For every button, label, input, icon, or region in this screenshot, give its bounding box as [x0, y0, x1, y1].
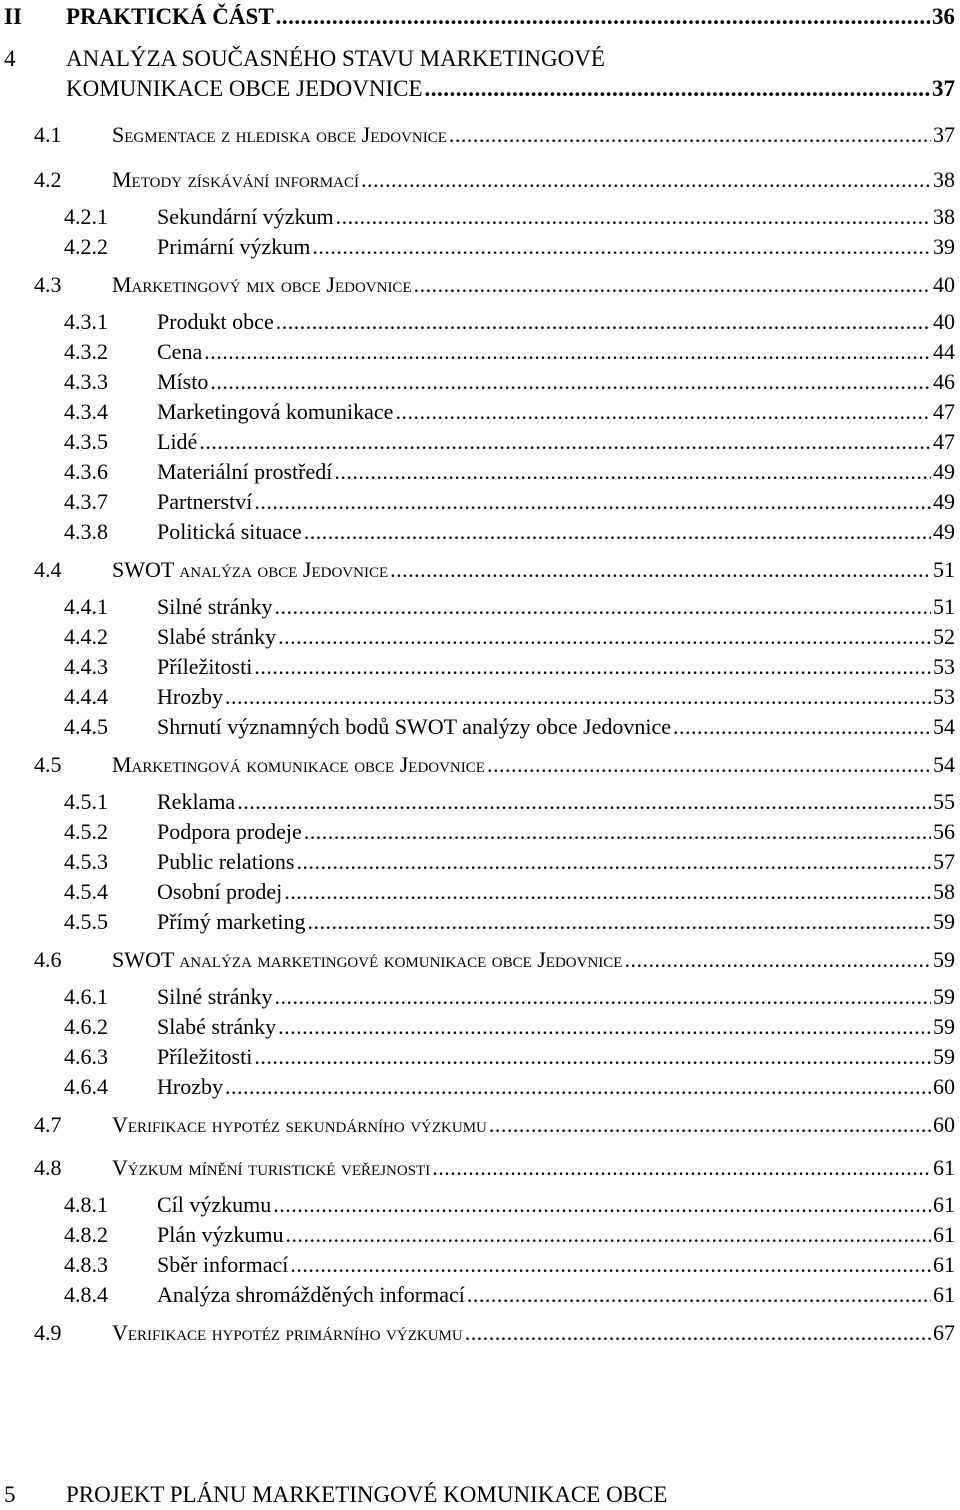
toc-entry[interactable] — [0, 232, 960, 262]
toc-entry[interactable] — [0, 1110, 960, 1140]
toc-entry-page: 53 — [933, 654, 955, 679]
dot-leader — [487, 750, 931, 780]
toc-entry-title: Produkt obce — [157, 309, 274, 334]
toc-entry-title: Partnerství — [157, 489, 253, 514]
toc-entry[interactable] — [0, 367, 960, 397]
toc-entry-number: 4.3.5 — [64, 429, 108, 454]
toc-entry-number: 4.5.5 — [64, 909, 108, 934]
toc-entry-title: Slabé stránky — [157, 1014, 277, 1039]
dot-leader — [254, 1042, 931, 1072]
toc-entry-number: 4.6 — [34, 947, 62, 972]
dot-leader — [361, 165, 931, 195]
toc-entry[interactable] — [0, 817, 960, 847]
toc-entry-number: 4.5.4 — [64, 879, 108, 904]
dot-leader — [273, 1190, 931, 1220]
dot-leader — [465, 1318, 931, 1348]
toc-entry-page: 49 — [933, 459, 955, 484]
dot-leader — [254, 652, 931, 682]
toc-entry[interactable] — [0, 427, 960, 457]
dot-leader — [275, 982, 932, 1012]
dot-leader — [278, 1012, 931, 1042]
dot-leader — [304, 517, 931, 547]
toc-entry-number: 4.6.3 — [64, 1044, 108, 1069]
toc-entry-number: 4.4.1 — [64, 594, 108, 619]
toc-entry-number: 4.7 — [34, 1112, 62, 1137]
toc-entry-title: Materiální prostředí — [157, 459, 333, 484]
toc-entry-page: 51 — [933, 557, 955, 582]
dot-leader — [276, 2, 930, 32]
toc-entry-number: 4.5 — [34, 752, 62, 777]
dot-leader — [296, 847, 931, 877]
dot-leader — [489, 1110, 931, 1140]
toc-entry[interactable] — [0, 1480, 960, 1510]
toc-entry[interactable] — [0, 337, 960, 367]
toc-entry-title: Segmentace z hlediska obce Jedovnice — [112, 122, 447, 147]
toc-entry-number: 4.4.4 — [64, 684, 108, 709]
dot-leader — [286, 1220, 932, 1250]
toc-entry[interactable] — [0, 982, 960, 1012]
toc-entry-number: 4.3 — [34, 272, 62, 297]
dot-leader — [276, 307, 931, 337]
toc-entry-page: 59 — [933, 1014, 955, 1039]
toc-entry-page: 57 — [933, 849, 955, 874]
toc-entry-number: 4.3.4 — [64, 399, 108, 424]
toc-entry-page: 59 — [933, 984, 955, 1009]
toc-entry-title: PROJEKT PLÁNU MARKETINGOVÉ KOMUNIKACE OBCE — [66, 1482, 668, 1507]
toc-entry-number: 4.4.3 — [64, 654, 108, 679]
toc-entry-page: 67 — [933, 1320, 955, 1345]
toc-entry-title: Marketingová komunikace — [157, 399, 394, 424]
toc-entry-page: 38 — [933, 204, 955, 229]
toc-entry-number: 4.5.3 — [64, 849, 108, 874]
toc-entry-number: 4.5.2 — [64, 819, 108, 844]
toc-entry-page: 59 — [933, 909, 955, 934]
toc-entry-page: 59 — [933, 1044, 955, 1069]
toc-entry-number: 4.8.3 — [64, 1252, 108, 1277]
toc-entry-number: 4.8.4 — [64, 1282, 108, 1307]
toc-entry[interactable] — [0, 592, 960, 622]
toc-entry-page: 49 — [933, 489, 955, 514]
toc-entry-page: 51 — [933, 594, 955, 619]
toc-entry-title: Slabé stránky — [157, 624, 277, 649]
toc-entry[interactable] — [0, 307, 960, 337]
toc-entry-title: Silné stránky — [157, 984, 273, 1009]
toc-entry-page: 39 — [933, 234, 955, 259]
dot-leader — [414, 270, 931, 300]
toc-entry-page: 37 — [932, 76, 955, 101]
toc-entry-page: 59 — [933, 947, 955, 972]
toc-entry-page: 61 — [933, 1282, 955, 1307]
toc-entry-number: II — [4, 4, 22, 29]
toc-entry-title: Verifikace hypotéz primárního výzkumu — [112, 1320, 463, 1345]
toc-entry[interactable] — [0, 270, 960, 300]
toc-entry[interactable] — [0, 1072, 960, 1102]
toc-entry-page: 52 — [933, 624, 955, 649]
toc-entry[interactable] — [0, 907, 960, 937]
dot-leader — [290, 1250, 931, 1280]
toc-entry-title: PRAKTICKÁ ČÁST — [66, 4, 274, 29]
toc-entry[interactable] — [0, 1220, 960, 1250]
toc-entry[interactable] — [0, 1012, 960, 1042]
dot-leader — [336, 202, 931, 232]
toc-entry[interactable] — [0, 165, 960, 195]
toc-entry-number: 4.2.2 — [64, 234, 108, 259]
toc-entry-title: SWOT analýza marketingové komunikace obce Jedovnice — [112, 947, 623, 972]
toc-entry-number: 5 — [4, 1482, 16, 1507]
toc-entry-page: 61 — [933, 1155, 955, 1180]
toc-entry-number: 4.4 — [34, 557, 62, 582]
dot-leader — [278, 622, 931, 652]
toc-entry-page: 55 — [933, 789, 955, 814]
toc-entry[interactable] — [0, 622, 960, 652]
toc-entry-title: Cíl výzkumu — [157, 1192, 272, 1217]
toc-entry[interactable] — [0, 750, 960, 780]
toc-entry[interactable] — [0, 1042, 960, 1072]
toc-entry-number: 4 — [4, 46, 16, 71]
toc-entry-number: 4.3.7 — [64, 489, 108, 514]
toc-entry-number: 4.8 — [34, 1155, 62, 1180]
toc-entry[interactable] — [0, 945, 960, 975]
dot-leader — [225, 1072, 931, 1102]
toc-entry-title-line1: ANALÝZA SOUČASNÉHO STAVU MARKETINGOVÉ — [66, 46, 605, 71]
toc-entry-page: 58 — [933, 879, 955, 904]
dot-leader — [624, 945, 931, 975]
dot-leader — [204, 337, 931, 367]
toc-entry-number: 4.2.1 — [64, 204, 108, 229]
toc-entry-title: Reklama — [157, 789, 236, 814]
toc-entry-page: 46 — [933, 369, 955, 394]
toc-entry-number: 4.4.2 — [64, 624, 108, 649]
toc-entry[interactable] — [0, 1153, 960, 1183]
dot-leader — [673, 712, 931, 742]
toc-entry-page: 37 — [933, 122, 955, 147]
toc-entry[interactable] — [0, 877, 960, 907]
dot-leader — [210, 367, 931, 397]
toc-entry[interactable] — [0, 652, 960, 682]
toc-entry[interactable] — [0, 787, 960, 817]
toc-entry-title: Podpora prodeje — [157, 819, 302, 844]
toc-entry-page: 56 — [933, 819, 955, 844]
toc-entry-page: 61 — [933, 1252, 955, 1277]
toc-entry-title: Sekundární výzkum — [157, 204, 334, 229]
toc-entry-page: 61 — [933, 1222, 955, 1247]
toc-entry-page: 61 — [933, 1192, 955, 1217]
toc-entry-title: Cena — [157, 339, 203, 364]
dot-leader — [312, 232, 931, 262]
toc-entry-title: Lidé — [157, 429, 198, 454]
dot-leader — [467, 1280, 931, 1310]
toc-entry-title: Sběr informací — [157, 1252, 289, 1277]
toc-entry-title: KOMUNIKACE OBCE JEDOVNICE — [66, 76, 423, 101]
toc-entry-title: Silné stránky — [157, 594, 273, 619]
toc-entry-number: 4.6.4 — [64, 1074, 108, 1099]
toc-entry-title: Hrozby — [157, 684, 223, 709]
toc-entry-title: Přímý marketing — [157, 909, 306, 934]
toc-entry-page: 44 — [933, 339, 955, 364]
toc-entry-page: 47 — [933, 399, 955, 424]
toc-entry-page: 47 — [933, 429, 955, 454]
toc-entry-title: Marketingový mix obce Jedovnice — [112, 272, 412, 297]
toc-entry-title: Místo — [157, 369, 209, 394]
toc-entry[interactable] — [0, 1190, 960, 1220]
toc-entry-page: 60 — [933, 1112, 955, 1137]
toc-entry-number: 4.9 — [34, 1320, 62, 1345]
toc-entry-page: 40 — [933, 272, 955, 297]
toc-entry-number: 4.6.1 — [64, 984, 108, 1009]
toc-entry-title: Analýza shromážděných informací — [157, 1282, 465, 1307]
toc-entry[interactable] — [0, 555, 960, 585]
toc-entry-page: 60 — [933, 1074, 955, 1099]
toc-entry[interactable] — [0, 517, 960, 547]
toc-entry-title: Politická situace — [157, 519, 302, 544]
toc-entry[interactable] — [0, 202, 960, 232]
toc-entry-title: SWOT analýza obce Jedovnice — [112, 557, 389, 582]
toc-entry-page: 36 — [932, 4, 955, 29]
toc-entry-page: 38 — [933, 167, 955, 192]
toc-entry-title: Příležitosti — [157, 654, 253, 679]
toc-entry-title: Osobní prodej — [157, 879, 283, 904]
dot-leader — [395, 397, 931, 427]
dot-leader — [304, 817, 931, 847]
dot-leader — [449, 120, 931, 150]
dot-leader — [275, 592, 932, 622]
toc-entry-number: 4.5.1 — [64, 789, 108, 814]
toc-entry-title: Metody získávání informací — [112, 167, 359, 192]
toc-entry-title: Plán výzkumu — [157, 1222, 284, 1247]
toc-entry-title: Shrnutí významných bodů SWOT analýzy obce Jedovnice — [157, 714, 672, 739]
toc-entry-number: 4.1 — [34, 122, 62, 147]
toc-entry-page: 49 — [933, 519, 955, 544]
toc-entry-title: Public relations — [157, 849, 295, 874]
toc-entry-number: 4.8.2 — [64, 1222, 108, 1247]
toc-entry[interactable] — [0, 120, 960, 150]
dot-leader — [390, 555, 931, 585]
toc-entry-number: 4.3.6 — [64, 459, 108, 484]
toc-entry-number: 4.6.2 — [64, 1014, 108, 1039]
toc-entry-number: 4.4.5 — [64, 714, 108, 739]
toc-entry-page: 53 — [933, 684, 955, 709]
toc-entry-title: Marketingová komunikace obce Jedovnice — [112, 752, 485, 777]
dot-leader — [225, 682, 931, 712]
toc-entry[interactable] — [0, 1280, 960, 1310]
toc-entry[interactable] — [0, 1250, 960, 1280]
toc-entry[interactable] — [0, 397, 960, 427]
dot-leader — [334, 457, 931, 487]
toc-entry-title: Hrozby — [157, 1074, 223, 1099]
toc-entry-title: Příležitosti — [157, 1044, 253, 1069]
toc-entry[interactable] — [0, 712, 960, 742]
toc-entry-page: 54 — [933, 752, 955, 777]
toc-entry-number: 4.2 — [34, 167, 62, 192]
toc-entry-title: Verifikace hypotéz sekundárního výzkumu — [112, 1112, 487, 1137]
toc-entry[interactable] — [0, 2, 960, 32]
toc-entry-number: 4.3.1 — [64, 309, 108, 334]
toc-entry-number: 4.3.8 — [64, 519, 108, 544]
dot-leader — [199, 427, 931, 457]
toc-entry-title: Primární výzkum — [157, 234, 311, 259]
dot-leader — [425, 74, 931, 104]
dot-leader — [307, 907, 931, 937]
toc-entry[interactable] — [0, 682, 960, 712]
toc-entry[interactable] — [0, 487, 960, 517]
dot-leader — [284, 877, 931, 907]
toc-entry-page: 40 — [933, 309, 955, 334]
toc-entry-title: Výzkum mínění turistické veřejnosti — [112, 1155, 431, 1180]
toc-entry-number: 4.3.3 — [64, 369, 108, 394]
dot-leader — [432, 1153, 931, 1183]
dot-leader — [237, 787, 931, 817]
toc-entry-number: 4.3.2 — [64, 339, 108, 364]
toc-entry-page: 54 — [933, 714, 955, 739]
toc-entry[interactable] — [0, 1318, 960, 1348]
toc-entry[interactable] — [0, 847, 960, 877]
toc-entry[interactable] — [0, 457, 960, 487]
dot-leader — [254, 487, 931, 517]
toc-entry-number: 4.8.1 — [64, 1192, 108, 1217]
